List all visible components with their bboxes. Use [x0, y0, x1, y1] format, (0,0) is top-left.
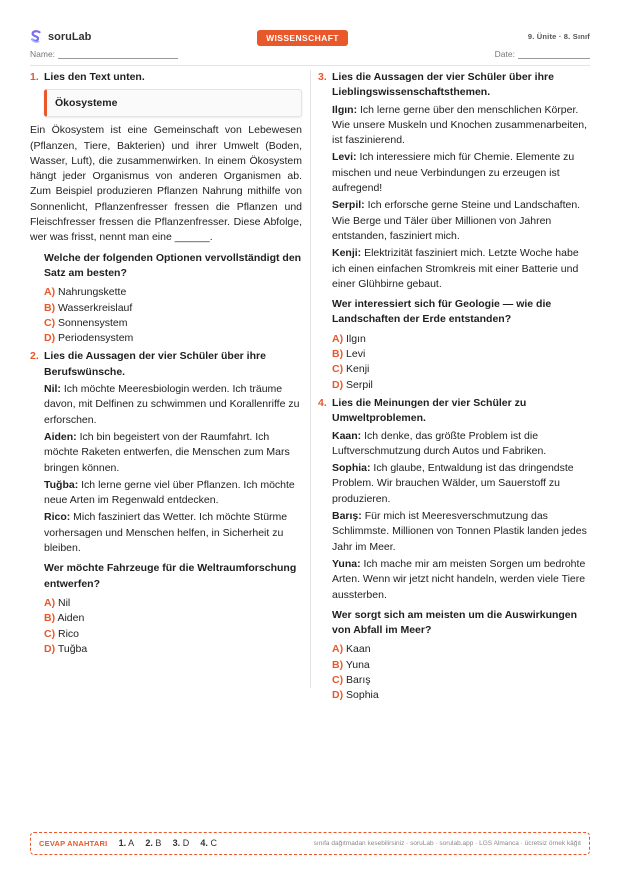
student-name: Levi:	[332, 151, 357, 164]
option-letter: D)	[44, 332, 56, 345]
answer-options	[332, 332, 590, 393]
answer-key-number: 4.	[200, 838, 208, 848]
statement-text: Ich bin begeistert von der Raumfahrt. Ich möchte Raketen entwerfen, die Menschen zum Mars bringen können.	[44, 430, 290, 474]
statement-text: Ich denke, das größte Problem ist die Luftverschmutzung durch Autos und Fabriken.	[332, 429, 547, 457]
name-field[interactable]	[30, 49, 178, 59]
option-letter: D)	[332, 378, 344, 391]
answer-key-strip	[30, 832, 590, 855]
statement-text: Ich möchte Meeresbiologin werden. Ich träume davon, mit Delfinen zu schwimmen und Korallenriffe zu erforschen.	[44, 383, 300, 426]
option-text: Kaan	[346, 643, 371, 656]
student-name: Kenji:	[332, 247, 362, 260]
option-text: Tuğba	[57, 642, 88, 655]
statement-text: Ich lerne gerne viel über Pflanzen. Ich möchte neue Arten im Regenwald entdecken.	[44, 478, 295, 507]
question-title: Lies die Aussagen der vier Schüler über ihre Berufswünsche.	[44, 350, 266, 378]
option-letter: C)	[332, 673, 344, 686]
option-b[interactable]	[44, 611, 302, 626]
option-letter: B)	[44, 301, 56, 314]
option-letter: A)	[44, 286, 56, 299]
option-c[interactable]	[332, 362, 590, 377]
option-d[interactable]	[44, 642, 302, 657]
question-title: Lies den Text unten.	[44, 71, 145, 83]
question-prompt: Welche der folgenden Optionen vervollständigt den Satz am besten?	[44, 251, 302, 279]
date-field[interactable]	[495, 49, 590, 59]
option-text: Nahrungskette	[58, 286, 127, 299]
statement	[332, 103, 590, 149]
statement	[332, 150, 590, 196]
question-3	[318, 70, 590, 393]
student-name: Ilgın:	[332, 103, 358, 116]
option-letter: D)	[332, 689, 344, 702]
option-text: Kenji	[346, 363, 370, 376]
statement-text: Elektrizität fasziniert mich. Letzte Woche habe ich einen einfachen Stromkreis mit einer Batterie und einer Glühbirne gebaut.	[332, 247, 579, 290]
question-number: 4.	[318, 396, 327, 409]
answer-key-number: 3.	[172, 838, 181, 848]
statement	[332, 509, 590, 555]
statement-text: Für mich ist Meeresverschmutzung das Schlimmste. Millionen von Tonnen Plastik landen jedes Jahr im Meer.	[332, 510, 587, 553]
date-label: Date:	[494, 49, 515, 59]
student-name: Kaan:	[332, 429, 362, 442]
answer-key-answer: B	[155, 838, 162, 848]
answer-key-item	[119, 838, 135, 848]
option-text: Serpil	[346, 378, 373, 391]
right-column	[318, 70, 590, 704]
question-prompt: Wer interessiert sich für Geologie — wie die Landschaften der Erde entstanden?	[332, 298, 552, 326]
option-d[interactable]	[332, 378, 590, 393]
answer-key-item	[173, 838, 190, 848]
date-blank[interactable]	[518, 51, 590, 59]
column-divider	[310, 70, 311, 688]
statement-text: Ich lerne gerne über den menschlichen Körper. Wie unsere Muskeln und Knochen zusammenarbeiten, ist faszinierend.	[332, 103, 588, 147]
sorulab-logo-icon	[30, 30, 42, 44]
option-letter: B)	[44, 612, 56, 625]
question-number: 3.	[318, 71, 327, 83]
option-b[interactable]	[332, 658, 590, 673]
answer-key-number: 2.	[145, 838, 153, 848]
statement	[332, 429, 590, 460]
student-name: Sophia:	[332, 462, 371, 475]
answer-key-number: 1.	[118, 838, 127, 848]
name-blank[interactable]	[58, 51, 178, 59]
option-text: Yuna	[345, 658, 370, 671]
statements	[44, 382, 302, 556]
student-name: Barış:	[332, 510, 362, 523]
statement	[332, 557, 590, 603]
answer-key-label: CEVAP ANAHTARI	[39, 839, 108, 848]
question-title: Lies die Meinungen der vier Schüler zu Umweltproblemen.	[332, 396, 527, 425]
passage-text: Ein Ökosystem ist eine Gemeinschaft von Lebewesen (Pflanzen, Tiere, Bakterien) und ihrer Umwelt (Boden, Wasser, Luft), die zusammenwirken. In einem Ökosystem hängt jeder Organismus von anderen Organismen ab. Zum Beispiel produzieren Pflanzen Nahrung mithilfe von Sonnenlicht, Pflanzenfresser fressen die Pflanzen und Fleischfresser fressen die Pflanzenfresser. Diese Abfolge, wer was frisst, nennt man eine ______.	[30, 124, 302, 244]
option-b[interactable]	[332, 347, 590, 362]
option-d[interactable]	[44, 331, 302, 346]
brand-logo	[30, 30, 91, 44]
option-letter: A)	[332, 332, 344, 345]
option-a[interactable]	[44, 285, 302, 300]
student-name: Aiden:	[44, 430, 77, 443]
statements	[332, 429, 590, 603]
option-text: Levi	[346, 348, 366, 361]
option-text: Sophia	[346, 689, 379, 702]
question-4	[318, 396, 590, 704]
question-2	[30, 349, 302, 657]
header-divider	[30, 65, 590, 66]
answer-key-answer: A	[128, 838, 135, 848]
question-1	[30, 70, 302, 346]
statement-text: Ich glaube, Entwaldung ist das dringendste Problem. Wir brauchen Wälder, um Sauerstoff zu produzieren.	[332, 462, 574, 505]
question-prompt: Wer möchte Fahrzeuge für die Weltraumforschung entwerfen?	[44, 562, 297, 590]
question-number: 2.	[30, 350, 39, 363]
answer-options	[44, 596, 302, 657]
student-name: Yuna:	[332, 557, 361, 570]
option-letter: D)	[44, 642, 56, 655]
option-letter: A)	[44, 596, 56, 609]
statement	[44, 430, 302, 476]
statements	[332, 103, 590, 293]
page-header	[30, 30, 590, 66]
option-c[interactable]	[44, 627, 302, 642]
option-letter: A)	[332, 643, 344, 656]
student-name: Nil:	[44, 383, 61, 396]
passage-title: Ökosysteme	[55, 97, 118, 110]
answer-key-item	[200, 838, 217, 848]
option-text: Rico	[58, 627, 80, 640]
statement	[44, 478, 302, 509]
statement	[332, 198, 590, 244]
option-c[interactable]	[44, 316, 302, 331]
option-text: Barış	[346, 673, 371, 686]
brand-name: soruLab	[48, 31, 92, 43]
option-a[interactable]	[332, 642, 590, 657]
option-c[interactable]	[332, 673, 590, 688]
answer-key-answer: D	[182, 838, 190, 848]
student-name: Serpil:	[332, 199, 365, 212]
name-label: Name:	[30, 49, 56, 59]
option-text: Sonnensystem	[58, 316, 128, 329]
option-text: Wasserkreislauf	[58, 301, 133, 314]
subject-badge: WISSENSCHAFT	[257, 30, 348, 46]
statement-text: Ich mache mir am meisten Sorgen um bedrohte Arten. Wenn wir jetzt nicht handeln, werden viele Tiere aussterben.	[332, 557, 586, 601]
statement-text: Mich fasziniert das Wetter. Ich möchte Stürme vorhersagen und Menschen helfen, in Sicherheit zu bleiben.	[44, 511, 288, 555]
option-a[interactable]	[44, 596, 302, 611]
statement-text: Ich erforsche gerne Steine und Landschaften. Wie Berge und Täler über Millionen von Jahren entstanden, fasziniert mich.	[332, 199, 581, 242]
statement	[44, 510, 302, 556]
question-title: Lies die Aussagen der vier Schüler über ihre Lieblingswissenschaftsthemen.	[332, 71, 554, 99]
footer-note: sınıfa dağıtmadan kesebilirsiniz · soruLab · sorulab.app · LGS Almanca · ücretsiz örnek kâğıt	[313, 840, 581, 847]
option-d[interactable]	[332, 688, 590, 703]
statement	[332, 246, 590, 292]
question-number: 1.	[30, 71, 39, 83]
grade-label: 9. Ünite · 8. Sınıf	[527, 32, 590, 41]
answer-options	[332, 642, 590, 703]
answer-key-item	[145, 838, 161, 848]
answer-options	[44, 285, 302, 346]
statement-text: Ich interessiere mich für Chemie. Elemente zu mischen und neue Verbindungen zu erzeugen ist aufregend!	[332, 151, 575, 195]
student-name: Tuğba:	[44, 478, 79, 491]
option-letter: C)	[44, 627, 56, 640]
option-text: Periodensystem	[58, 332, 134, 345]
option-letter: B)	[332, 658, 344, 671]
option-letter: B)	[332, 348, 344, 361]
option-text: Aiden	[57, 612, 85, 625]
option-text: Nil	[58, 596, 71, 609]
passage-title-box	[44, 89, 302, 117]
statement	[44, 382, 302, 428]
option-text: Ilgın	[346, 332, 366, 345]
option-letter: C)	[332, 363, 344, 376]
left-column	[30, 70, 302, 657]
question-prompt: Wer sorgt sich am meisten um die Auswirkungen von Abfall im Meer?	[332, 608, 578, 637]
option-letter: C)	[44, 316, 56, 329]
answer-key-answer: C	[210, 838, 217, 848]
option-a[interactable]	[332, 332, 590, 347]
statement	[332, 461, 590, 507]
student-name: Rico:	[44, 511, 71, 524]
option-b[interactable]	[44, 301, 302, 316]
